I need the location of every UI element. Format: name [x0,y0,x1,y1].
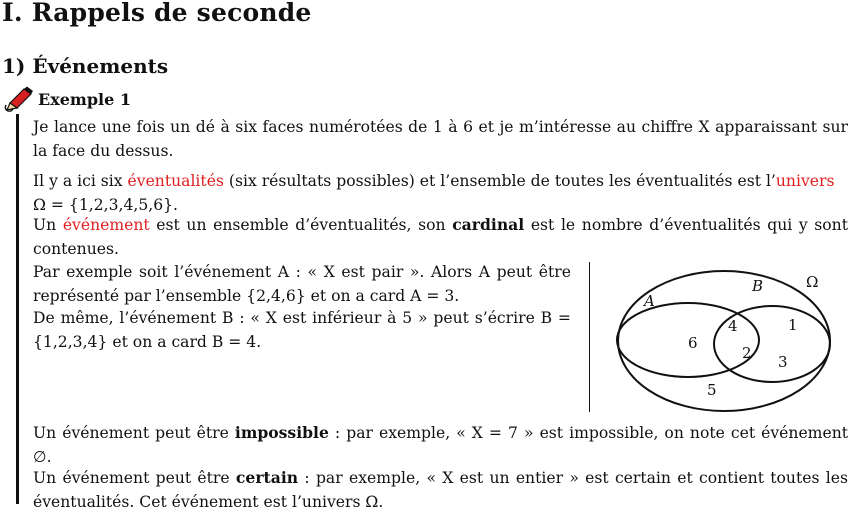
subsection-title: 1) Événements [2,54,169,78]
term-cardinal: cardinal [452,215,525,234]
term-eventualites: éventualités [127,172,224,190]
value-1: 1 [788,316,798,334]
value-5: 5 [707,381,717,399]
label-a: A [644,292,655,310]
term-certain: certain [235,468,299,487]
example-intro: Je lance une fois un dé à six faces numérotées de 1 à 6 et je m’intéresse au chiffre X apparaissant sur la face du dessus. [33,118,848,160]
pencil-icon [4,85,34,113]
venn-diagram [610,262,840,414]
term-univers: univers [775,172,835,190]
separator-line [589,262,590,412]
example-rule [16,114,19,504]
paragraph-certain: Un événement peut être certain : par exemple, « X est un entier » est certain et contient toutes les éventualités. Cet événement est l’univers Ω. [33,468,848,511]
paragraph-example-b: De même, l’événement B : « X est inférieur à 5 » peut s’écrire B = {1,2,3,4} et on a card B = 4. [33,309,571,351]
paragraph-univers: Il y a ici six éventualités (six résultats possibles) et l’ensemble de toutes les éventualités est l’univers Ω = {1,2,3,4,5,6}. [33,172,835,214]
value-3: 3 [778,353,788,371]
example-title: Exemple 1 [38,90,131,109]
paragraph-impossible: Un événement peut être impossible : par exemple, « X = 7 » est impossible, on note cet événement ∅. [33,423,848,466]
paragraph-evenement: Un événement est un ensemble d’éventualités, son cardinal est le nombre d’éventualités qui y sont contenues. [33,215,848,258]
section-title: I. Rappels de seconde [2,0,312,27]
value-4: 4 [728,317,738,335]
omega-set: Ω = {1,2,3,4,5,6}. [33,196,179,214]
paragraph-example-a: Par exemple soit l’événement A : « X est pair ». Alors A peut être représenté par l’ensemble {2,4,6} et on a card A = 3. [33,263,571,305]
term-evenement: événement [62,216,150,234]
label-omega: Ω [806,273,819,291]
value-6: 6 [688,334,698,352]
label-b: B [752,277,764,295]
value-2: 2 [742,344,752,362]
term-impossible: impossible [234,423,329,442]
